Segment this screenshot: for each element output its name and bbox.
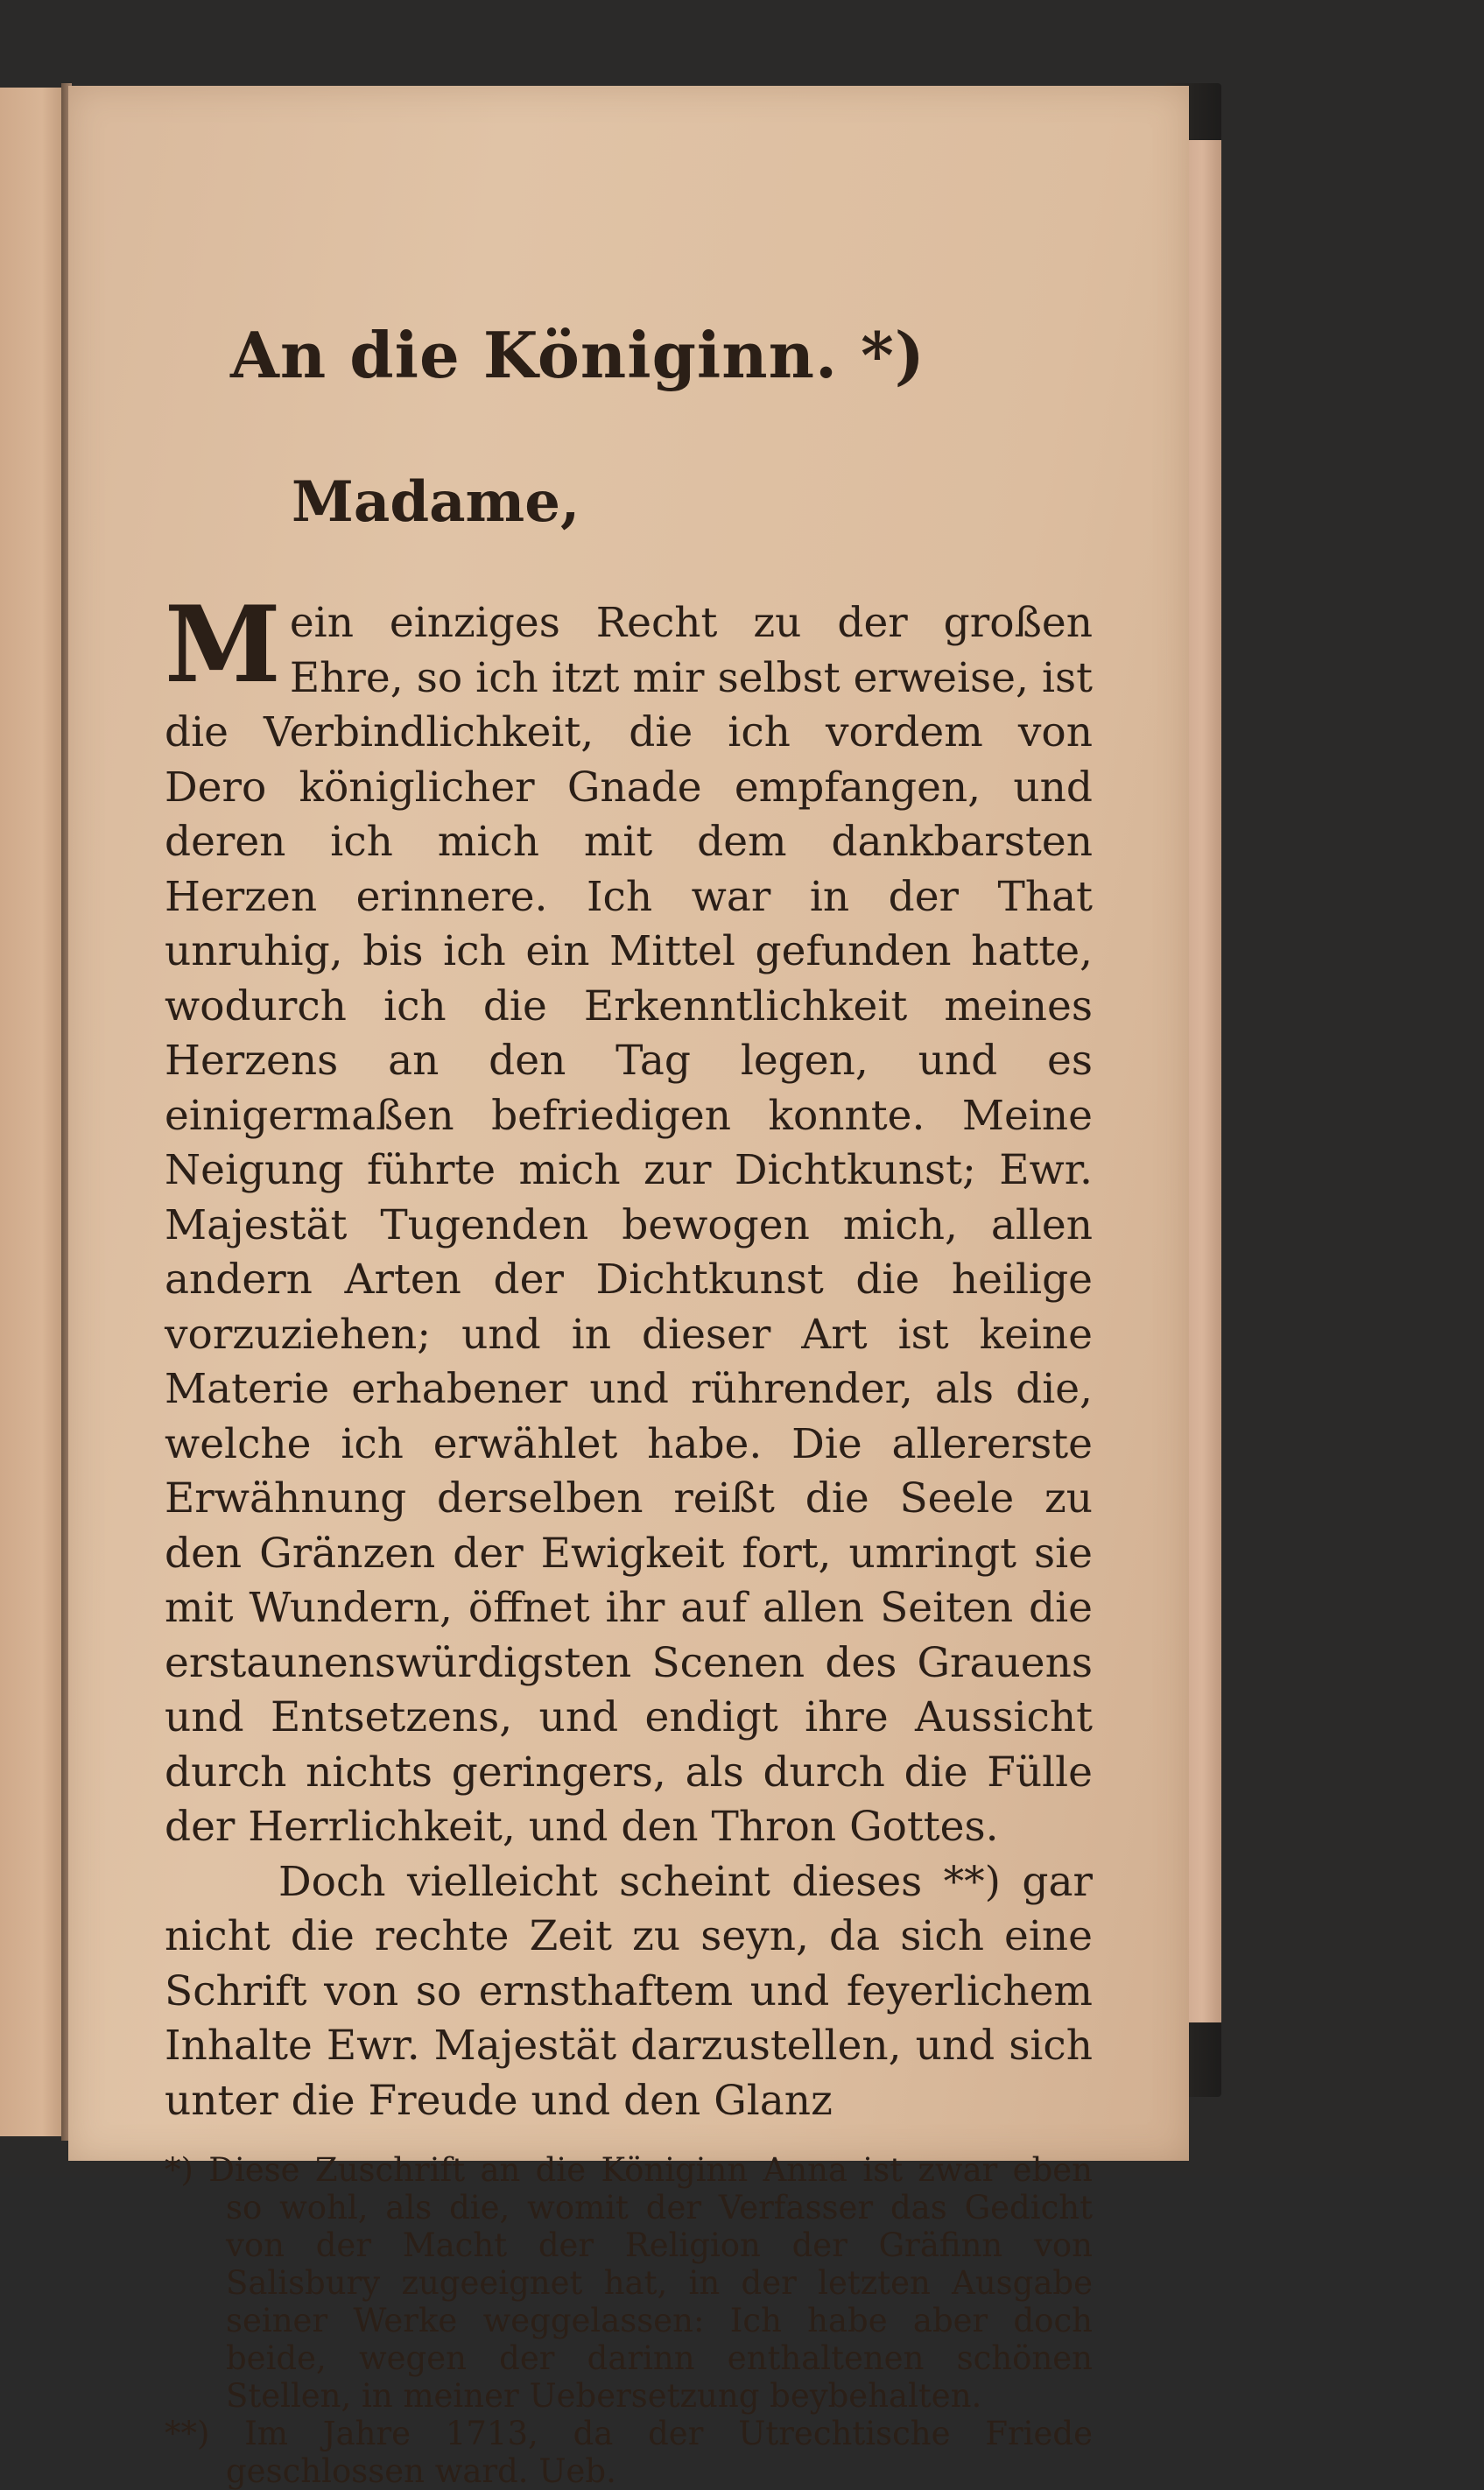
book-page (68, 86, 1189, 2490)
salutation: Madame, (292, 469, 580, 535)
footnote-2: **) Im Jahre 1713, da der Utrechtische Friede geschlossen ward. Ueb. (165, 2415, 1093, 2490)
paragraph-2: Doch vielleicht scheint dieses **) gar nicht die rechte Zeit zu seyn, da sich eine Schrift von so ernsthaftem und feyerlichem Inhalte Ewr. Majestät darzustellen, und sich unter die Freude und den Glanz (165, 1857, 1093, 2125)
paragraph-1 (165, 583, 1093, 1855)
page-title: An die Königinn. *) (230, 318, 925, 392)
drop-cap: M (165, 583, 281, 707)
facing-page-edge (0, 88, 70, 2136)
footnote-1: *) Diese Zuschrift an die Königinn Anna ist zwar eben so wohl, als die, womit der Verfasser das Gedicht von der Macht der Religion der Gräfinn von Salisbury zugeeignet hat, in der letzten Ausgabe seiner Werke weggelassen: Ich habe aber doch beide, wegen der darinn enthaltenen schönen Stellen, in meiner Uebersetzung beybehalten. (165, 2151, 1093, 2415)
footnotes (165, 2151, 1093, 2490)
paragraph-1-text: ein einziges Recht zu der großen Ehre, so ich itzt mir selbst erweise, ist die Verbindlichkeit, die ich vordem von Dero königlicher Gnade empfangen, und deren ich mich mit dem dankbarsten Herzen erinnere. Ich war in der That unruhig, bis ich ein Mittel gefunden hatte, wodurch ich die Erkenntlichkeit meines Herzens an den Tag legen, und es einigermaßen befriedigen konnte. Meine Neigung führte mich zur Dichtkunst; Ewr. Majestät Tugenden bewogen mich, allen andern Arten der Dichtkunst die heilige vorzuziehen; und in dieser Art ist keine Materie erhabener und rührender, als die, welche ich erwählet habe. Die allererste Erwähnung derselben reißt die Seele zu den Gränzen der Ewigkeit fort, umringt sie mit Wundern, öffnet ihr auf allen Seiten die erstaunenswürdigsten Scenen des Grauens und Entsetzens, und endigt ihre Aussicht durch nichts geringers, als durch die Fülle der Herrlichkeit, und den Thron Gottes. (165, 599, 1093, 1851)
page-content (165, 239, 1093, 2490)
letter-body (165, 583, 1093, 2128)
